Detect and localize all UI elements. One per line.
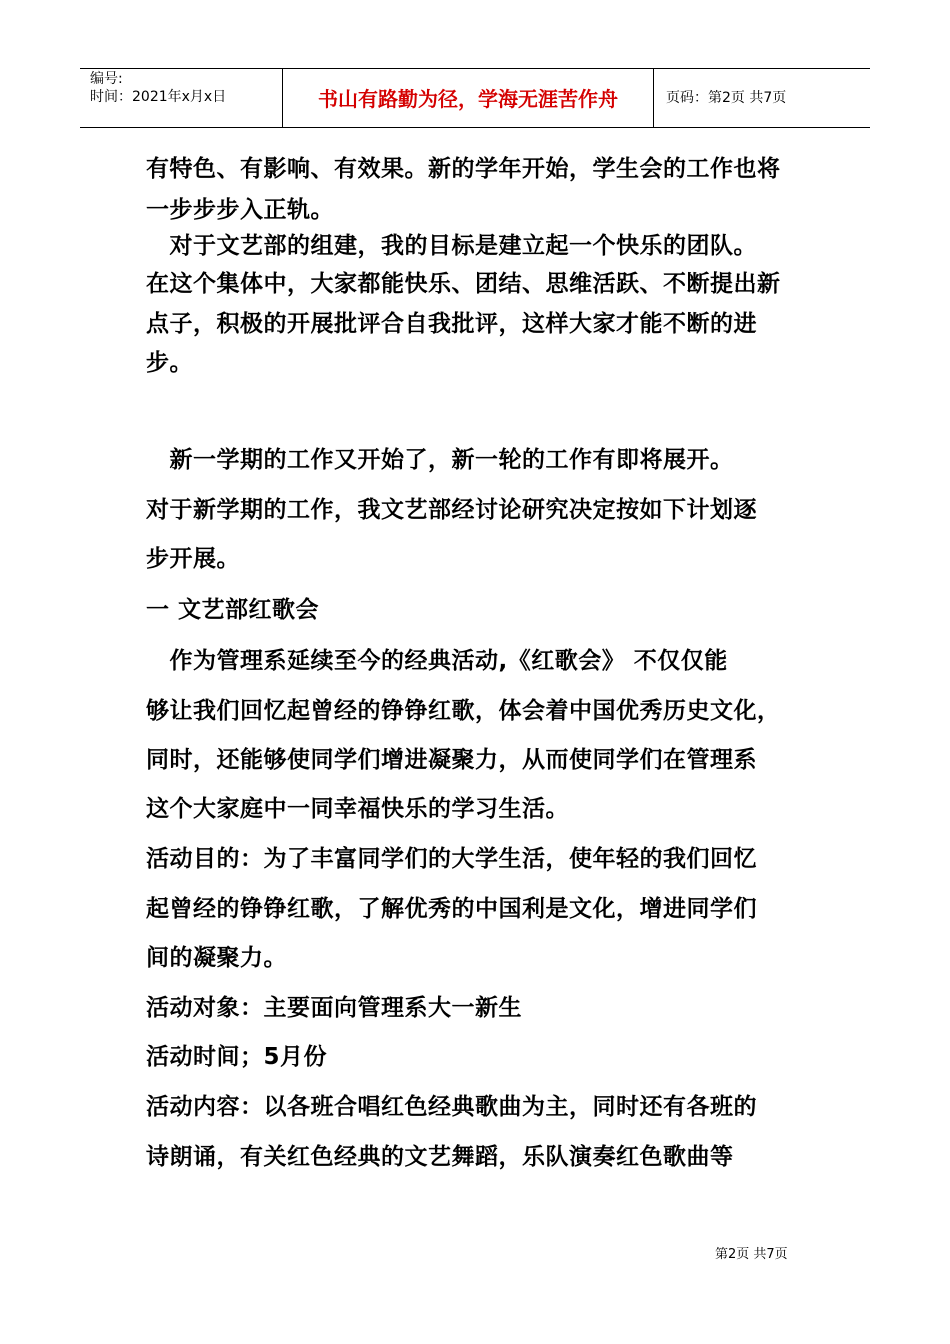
header-info-cell bbox=[80, 69, 282, 128]
document-number-label: 编号: bbox=[90, 71, 123, 87]
header-motto-cell bbox=[282, 69, 654, 128]
page-header bbox=[80, 68, 870, 128]
body-line: 同时，还能够使同学们增进凝聚力，从而使同学们在管理系 bbox=[146, 747, 757, 773]
footer-page-number: 第2页 共7页 bbox=[715, 1247, 788, 1262]
document-time-label: 时间：2021年x月x日 bbox=[90, 89, 227, 105]
body-line: 新一学期的工作又开始了，新一轮的工作有即将展开。 bbox=[146, 447, 734, 473]
body-line: 够让我们回忆起曾经的铮铮红歌，体会着中国优秀历史文化， bbox=[146, 698, 781, 724]
header-motto: 书山有路勤为径，学海无涯苦作舟 bbox=[318, 87, 618, 111]
body-line: 对于文艺部的组建，我的目标是建立起一个快乐的团队。 bbox=[146, 233, 757, 259]
body-line: 点子，积极的开展批评合自我批评，这样大家才能不断的进 bbox=[146, 311, 757, 337]
body-line: 活动对象：主要面向管理系大一新生 bbox=[146, 995, 522, 1021]
body-line: 一步步步入正轨。 bbox=[146, 197, 334, 223]
body-line: 这个大家庭中一同幸福快乐的学习生活。 bbox=[146, 796, 569, 822]
body-line: 在这个集体中，大家都能快乐、团结、思维活跃、不断提出新 bbox=[146, 271, 781, 297]
header-page-number: 页码：第2页 共7页 bbox=[666, 90, 787, 106]
body-line: 活动内容：以各班合唱红色经典歌曲为主，同时还有各班的 bbox=[146, 1094, 757, 1120]
body-line: 活动时间；5月份 bbox=[146, 1044, 328, 1070]
section-heading: 一 文艺部红歌会 bbox=[146, 597, 320, 623]
header-page-cell bbox=[654, 69, 870, 128]
body-line: 起曾经的铮铮红歌，了解优秀的中国利是文化，增进同学们 bbox=[146, 896, 757, 922]
body-line: 对于新学期的工作，我文艺部经讨论研究决定按如下计划逐 bbox=[146, 497, 757, 523]
body-line: 作为管理系延续至今的经典活动,《红歌会》 不仅仅能 bbox=[146, 648, 728, 674]
body-line: 活动目的：为了丰富同学们的大学生活，使年轻的我们回忆 bbox=[146, 846, 757, 872]
body-line: 步。 bbox=[146, 350, 193, 376]
body-line: 诗朗诵，有关红色经典的文艺舞蹈，乐队演奏红色歌曲等 bbox=[146, 1144, 734, 1170]
body-line: 步开展。 bbox=[146, 546, 240, 572]
body-line: 间的凝聚力。 bbox=[146, 945, 287, 971]
body-line: 有特色、有影响、有效果。新的学年开始，学生会的工作也将 bbox=[146, 156, 781, 182]
